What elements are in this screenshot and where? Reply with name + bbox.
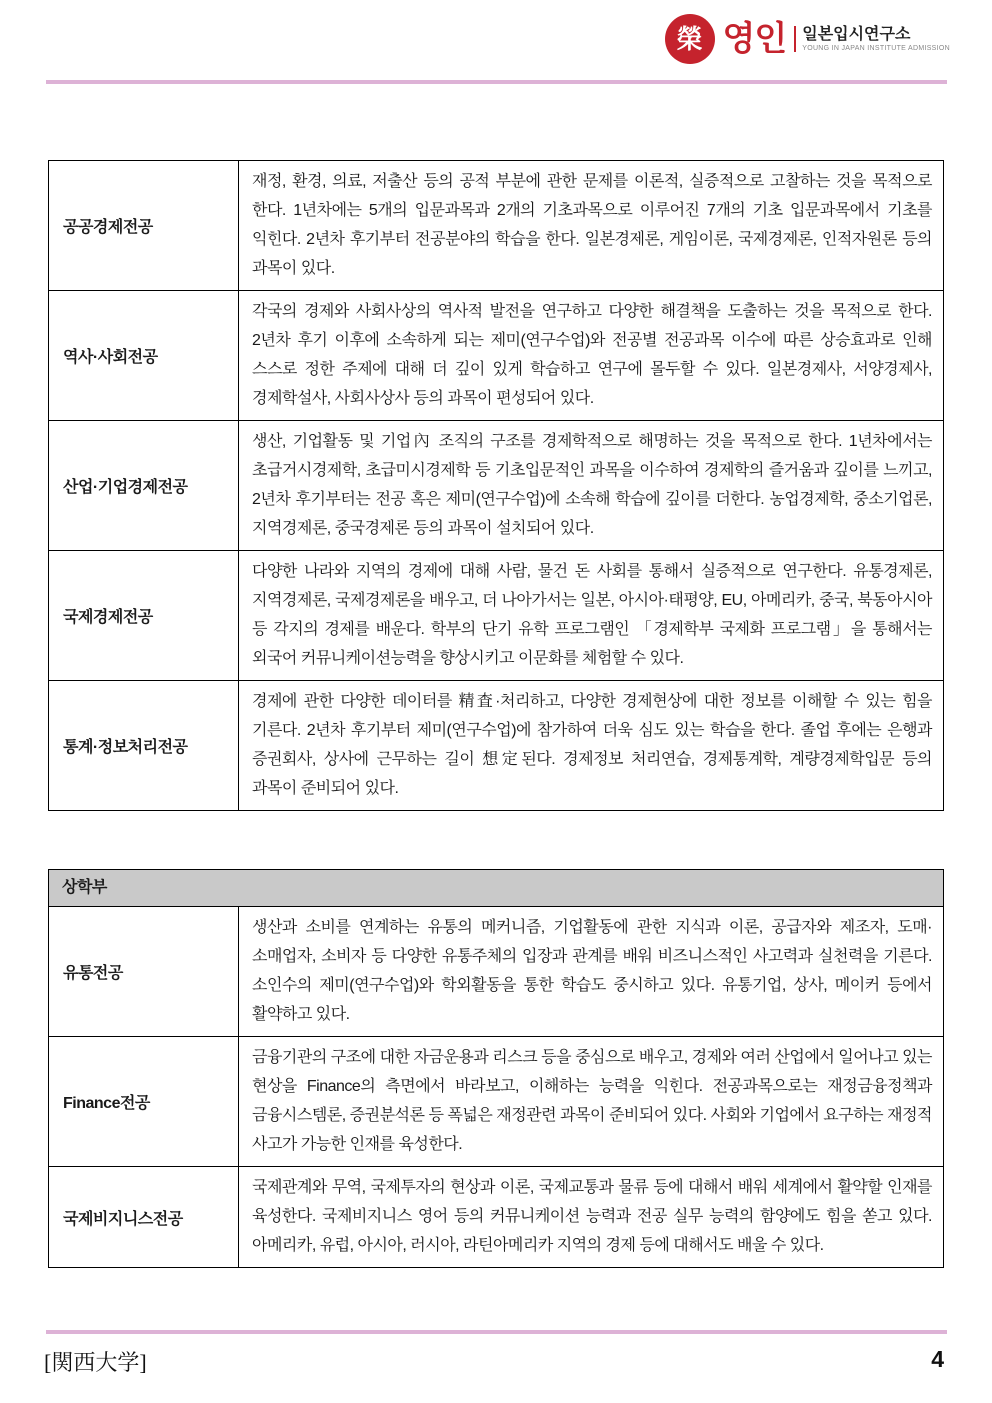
major-name: 국제경제전공 bbox=[49, 551, 239, 681]
major-name: 통계·정보처리전공 bbox=[49, 681, 239, 811]
major-name: 국제비지니스전공 bbox=[49, 1167, 239, 1268]
table-row bbox=[49, 1037, 944, 1167]
page-header bbox=[0, 0, 992, 84]
major-name: 산업·기업경제전공 bbox=[49, 421, 239, 551]
table-row bbox=[49, 907, 944, 1037]
footer-divider bbox=[46, 1330, 947, 1334]
major-description: 생산, 기업활동 및 기업內 조직의 구조를 경제학적으로 해명하는 것을 목적으로 한다. 1년차에서는 초급거시경제학, 초급미시경제학 등 기초입문적인 과목을 이수하여 경제학의 즐거움과 깊이를 느끼고, 2년차 후기부터는 전공 혹은 제미(연구수업)에 소속해 학습에 깊이를 더한다. 농업경제학, 중소기업론, 지역경제론, 중국경제론 등의 과목이 설치되어 있다. bbox=[239, 421, 944, 551]
table-row bbox=[49, 681, 944, 811]
major-description: 다양한 나라와 지역의 경제에 대해 사람, 물건 돈 사회를 통해서 실증적으로 연구한다. 유통경제론, 지역경제론, 국제경제론을 배우고, 더 나아가서는 일본, 아시아·태평양, EU, 아메리카, 중국, 북동아시아 등 각지의 경제를 배운다. 학부의 단기 유학 프로그램인 「경제학부 국제화 프로그램」을 통해서는 외국어 커뮤니케이션능력을 향상시키고 이문화를 체험할 수 있다. bbox=[239, 551, 944, 681]
commerce-major-table bbox=[48, 906, 944, 1268]
major-description: 국제관계와 무역, 국제투자의 현상과 이론, 국제교통과 물류 등에 대해서 배워 세계에서 활약할 인재를 육성한다. 국제비지니스 영어 등의 커뮤니케이션 능력과 전공 실무 능력의 함양에도 힘을 쏟고 있다. 아메리카, 유럽, 아시아, 러시아, 라틴아메리카 지역의 경제 등에 대해서도 배울 수 있다. bbox=[239, 1167, 944, 1268]
logo-brand-text: 영인 bbox=[722, 20, 787, 58]
table-row bbox=[49, 1167, 944, 1268]
page-footer bbox=[0, 1330, 992, 1377]
logo-seal-icon: 榮 bbox=[665, 14, 715, 64]
major-name: Finance전공 bbox=[49, 1037, 239, 1167]
logo-org-name: 일본입시연구소 bbox=[802, 25, 911, 43]
table-row bbox=[49, 291, 944, 421]
brand-logo bbox=[0, 12, 950, 66]
major-name: 유통전공 bbox=[49, 907, 239, 1037]
economics-major-table bbox=[48, 160, 944, 811]
table-row bbox=[49, 161, 944, 291]
major-description: 재정, 환경, 의료, 저출산 등의 공적 부분에 관한 문제를 이론적, 실증적으로 고찰하는 것을 목적으로 한다. 1년차에는 5개의 입문과목과 2개의 기초과목으로 이루어진 7개의 기초 입문과목에서 기초를 익힌다. 2년차 후기부터 전공분야의 학습을 한다. 일본경제론, 게임이론, 국제경제론, 인적자원론 등의 과목이 있다. bbox=[239, 161, 944, 291]
major-description: 경제에 관한 다양한 데이터를 精査·처리하고, 다양한 경제현상에 대한 정보를 이해할 수 있는 힘을 기른다. 2년차 후기부터 제미(연구수업)에 참가하여 더욱 심도 있는 학습을 한다. 졸업 후에는 은행과 증권회사, 상사에 근무하는 길이 想定된다. 경제정보 처리연습, 경제통계학, 계량경제학입문 등의 과목이 준비되어 있다. bbox=[239, 681, 944, 811]
section-header-commerce: 상학부 bbox=[48, 869, 944, 906]
header-divider bbox=[46, 80, 947, 84]
major-description: 금융기관의 구조에 대한 자금운용과 리스크 등을 중심으로 배우고, 경제와 여러 산업에서 일어나고 있는 현상을 Finance의 측면에서 바라보고, 이해하는 능력을 익힌다. 전공과목으로는 재정금융정책과 금융시스템론, 증권분석론 등 폭넓은 재정관련 과목이 준비되어 있다. 사회와 기업에서 요구하는 재정적 사고가 가능한 인재를 육성한다. bbox=[239, 1037, 944, 1167]
table-row bbox=[49, 551, 944, 681]
major-name: 역사·사회전공 bbox=[49, 291, 239, 421]
main-content bbox=[48, 160, 944, 811]
logo-org-name-en: YOUNG IN JAPAN INSTITUTE ADMISSION bbox=[802, 45, 950, 53]
commerce-content bbox=[48, 906, 944, 1268]
table-row bbox=[49, 421, 944, 551]
page-number: 4 bbox=[931, 1346, 944, 1372]
university-name: [関西大学] bbox=[44, 1350, 147, 1375]
major-name: 공공경제전공 bbox=[49, 161, 239, 291]
major-description: 생산과 소비를 연계하는 유통의 메커니즘, 기업활동에 관한 지식과 이론, 공급자와 제조자, 도매·소매업자, 소비자 등 다양한 유통주체의 입장과 관계를 배워 비즈니스적인 사고력과 실천력을 기른다. 소인수의 제미(연구수업)와 학외활동을 통한 학습도 중시하고 있다. 유통기업, 상사, 메이커 등에서 활약하고 있다. bbox=[239, 907, 944, 1037]
logo-org-block bbox=[794, 26, 950, 53]
major-description: 각국의 경제와 사회사상의 역사적 발전을 연구하고 다양한 해결책을 도출하는 것을 목적으로 한다. 2년차 후기 이후에 소속하게 되는 제미(연구수업)와 전공별 전공과목 이수에 따른 상승효과로 인해 스스로 정한 주제에 대해 더 깊이 있게 학습하고 연구에 몰두할 수 있다. 일본경제사, 서양경제사, 경제학설사, 사회사상사 등의 과목이 편성되어 있다. bbox=[239, 291, 944, 421]
